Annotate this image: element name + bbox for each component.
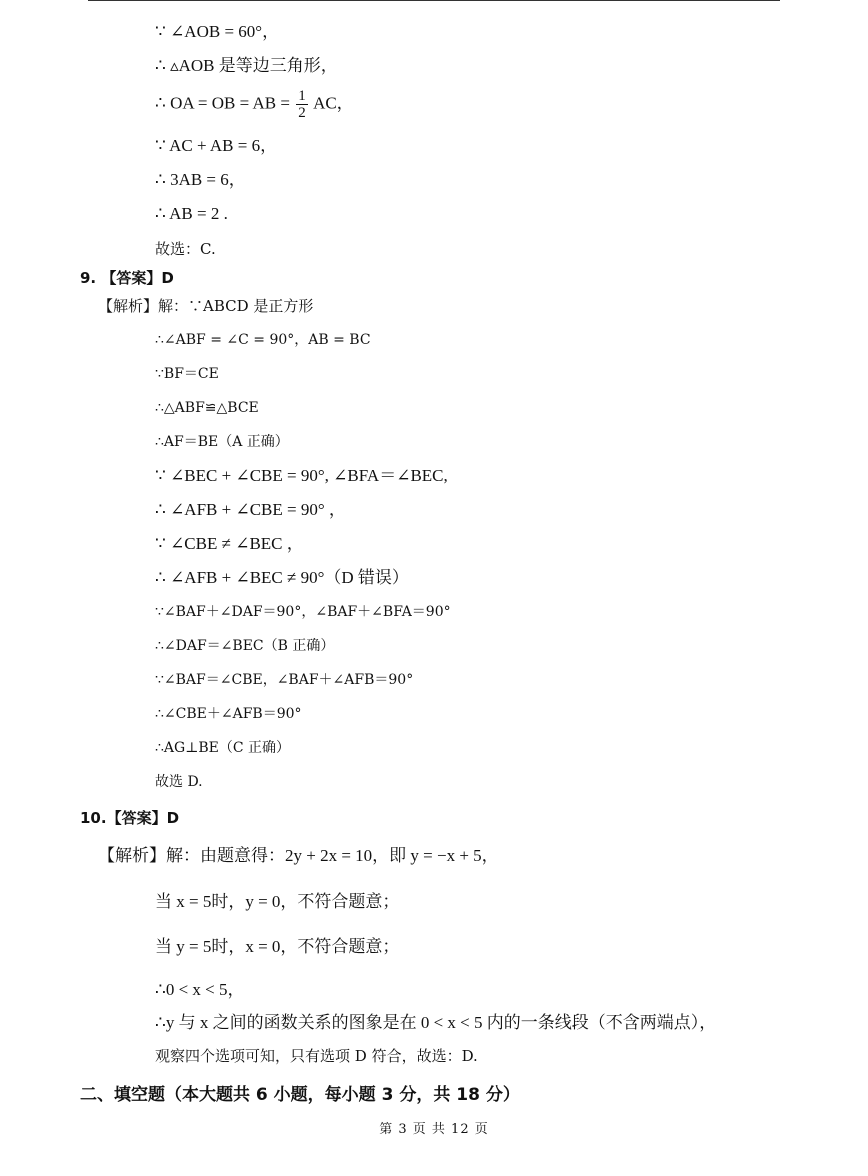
q8-line-4: ∵ AC + AB = 6，	[155, 136, 278, 155]
q9-line-10: ∵∠BAF＋∠DAF＝90°，∠BAF＋∠BFA＝90°	[155, 604, 451, 620]
q10-line-2: 当 x = 5时，y = 0，不符合题意；	[155, 892, 400, 911]
q10-analysis-intro: 【解析】解：由题意得：2y + 2x = 10，即 y = −x + 5，	[98, 846, 499, 865]
top-rule	[88, 0, 780, 1]
q8-line-7: 故选：C.	[155, 240, 216, 258]
q9-line-4: ∴△ABF≌△BCE	[155, 400, 259, 416]
fraction-numerator: 1	[298, 88, 306, 104]
q9-line-5: ∴AF＝BE（A 正确）	[155, 434, 289, 450]
q8-line-5: ∴ 3AB = 6，	[155, 170, 246, 189]
q9-line-12: ∵∠BAF＝∠CBE，∠BAF＋∠AFB＝90°	[155, 672, 414, 688]
fill-in-section-title: 二、填空题（本大题共 6 小题，每小题 3 分，共 18 分）	[80, 1085, 520, 1105]
q9-answer-header: 9. 【答案】D	[80, 269, 174, 287]
q9-analysis-intro: 【解析】解：∵ABCD 是正方形	[98, 297, 314, 315]
q10-line-5: ∴y 与 x 之间的函数关系的图象是在 0 < x < 5 内的一条线段（不含两端点），	[155, 1013, 717, 1032]
q8-line-3-pre: ∴ OA = OB = AB =	[155, 93, 290, 113]
q9-line-13: ∴∠CBE＋∠AFB＝90°	[155, 706, 302, 722]
q9-line-8: ∵ ∠CBE ≠ ∠BEC ，	[155, 534, 304, 553]
q9-line-15: 故选 D.	[155, 774, 203, 790]
q9-line-14: ∴AG⊥BE（C 正确）	[155, 740, 291, 756]
q10-line-6: 观察四个选项可知，只有选项 D 符合，故选：D.	[155, 1047, 478, 1065]
q9-line-2: ∴∠ABF = ∠C = 90°，AB = BC	[155, 332, 371, 348]
q8-line-1: ∵ ∠AOB = 60°，	[155, 22, 280, 41]
page-footer: 第 3 页 共 12 页	[379, 1122, 489, 1137]
q8-line-6: ∴ AB = 2 .	[155, 204, 228, 223]
q8-line-2: ∴ ▵AOB 是等边三角形，	[155, 56, 338, 75]
q8-line-3-post: AC，	[313, 93, 354, 113]
q9-line-11: ∴∠DAF＝∠BEC（B 正确）	[155, 638, 335, 654]
q10-line-4: ∴0 < x < 5，	[155, 980, 245, 999]
q8-line-3	[155, 88, 354, 121]
fraction-denominator: 2	[298, 105, 306, 121]
q10-line-3: 当 y = 5时，x = 0，不符合题意；	[155, 937, 400, 956]
q9-line-7: ∴ ∠AFB + ∠CBE = 90° ，	[155, 500, 346, 519]
q10-answer-header: 10.【答案】D	[80, 809, 180, 827]
q9-line-3: ∵BF＝CE	[155, 366, 219, 382]
q9-line-6: ∵ ∠BEC + ∠CBE = 90°, ∠BFA＝∠BEC,	[155, 466, 448, 485]
q9-line-9: ∴ ∠AFB + ∠BEC ≠ 90°（D 错误）	[155, 568, 409, 587]
half-fraction	[296, 88, 308, 121]
